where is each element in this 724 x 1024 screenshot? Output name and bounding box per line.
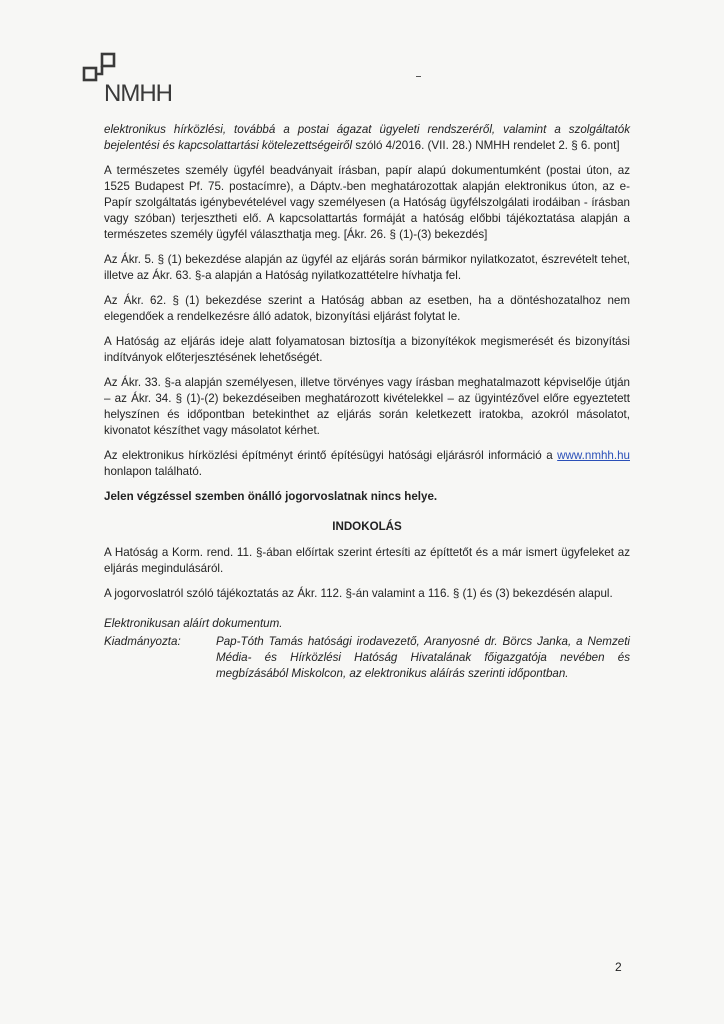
italic-reference: elektronikus hírközlési, továbbá a postai ágazat ügyeleti rendszeréről, valamint a szolgáltatók bejelentési és kapcsolattartási kötelezettségeiről [104, 123, 630, 152]
paragraph-6: Az Ákr. 33. §-a alapján személyesen, illetve törvényes vagy írásban meghatalmazott képviselője útján – az Ákr. 34. § (1)-(2) bekezdéseiben meghatározott kivételekkel – az ügyintézővel előre egyeztetett helyszínen és időpontban betekinthet az eljárás során keletkezett iratokba, azokról másolatot, kivonatot készíthet vagy másolatot kérhet. [104, 376, 630, 437]
nmhh-website-link[interactable]: www.nmhh.hu [557, 449, 630, 462]
issuer-label: Kiadmányozta: [104, 635, 181, 648]
paragraph-9: A Hatóság a Korm. rend. 11. §-ában előírtak szerint értesíti az építtetőt és a már ismert ügyfeleket az eljárás megindulásáról. [104, 546, 630, 575]
reference-rest: szóló 4/2016. (VII. 28.) NMHH rendelet 2. § 6. pont] [352, 139, 620, 152]
issuer-text: Pap-Tóth Tamás hatósági irodavezető, Aranyosné dr. Börcs Janka, a Nemzeti Média- és Hírközlési Hatóság Hivatalának főigazgatója nevében és megbízásából Miskolcon, az elektronikus aláírás szerinti időpontban. [216, 635, 630, 680]
paragraph-3: Az Ákr. 5. § (1) bekezdése alapján az ügyfél az eljárás során bármikor nyilatkozatot, észrevételt tehet, illetve az Ákr. 63. §-a alapján a Hatóság nyilatkozattételre hívhatja fel. [104, 253, 630, 282]
paragraph-1 [104, 122, 630, 154]
document-body [104, 122, 630, 682]
paragraph-5: A Hatóság az eljárás ideje alatt folyamatosan biztosítja a bizonyítékok megismerését és bizonyítási indítványok előterjesztésének lehetőségét. [104, 335, 630, 364]
paragraph-4: Az Ákr. 62. § (1) bekezdése szerint a Hatóság abban az esetben, ha a döntéshozatalhoz nem elegendőek a rendelkezésre álló adatok, bizonyítási eljárást folytat le. [104, 294, 630, 323]
info-text: Az elektronikus hírközlési építményt érintő építésügyi hatósági eljárásról információ a [104, 449, 558, 462]
section-heading: INDOKOLÁS [332, 520, 402, 533]
page-number: 2 [615, 960, 622, 974]
no-appeal-statement: Jelen végzéssel szemben önálló jogorvoslatnak nincs helye. [104, 490, 438, 503]
paragraph-7 [104, 448, 630, 480]
paragraph-10: A jogorvoslatról szóló tájékoztatás az Ákr. 112. §-án valamint a 116. § (1) és (3) bekezdésén alapul. [104, 587, 613, 600]
signed-note: Elektronikusan aláírt dokumentum. [104, 617, 283, 630]
issuer-block [104, 634, 630, 682]
logo-text: NMHH [104, 80, 172, 107]
paragraph-2: A természetes személy ügyfél beadványait írásban, papír alapú dokumentumként (postai úton, az 1525 Budapest Pf. 75. postacímre), a Dáptv.-ben meghatározottak alapján elektronikus úton, az e-Papír szolgáltatás igénybevételével vagy személyesen (a Hatóság ügyfélszolgálati irodáiban - írásban vagy szóban) terjesztheti elő. A kapcsolattartás formáját a hatóság előbbi tájékoztatása alapján a természetes személy ügyfél választhatja meg. [Ákr. 26. § (1)-(3) bekezdés] [104, 164, 630, 241]
header-mark [416, 76, 421, 77]
info-text-end: honlapon található. [104, 465, 202, 478]
